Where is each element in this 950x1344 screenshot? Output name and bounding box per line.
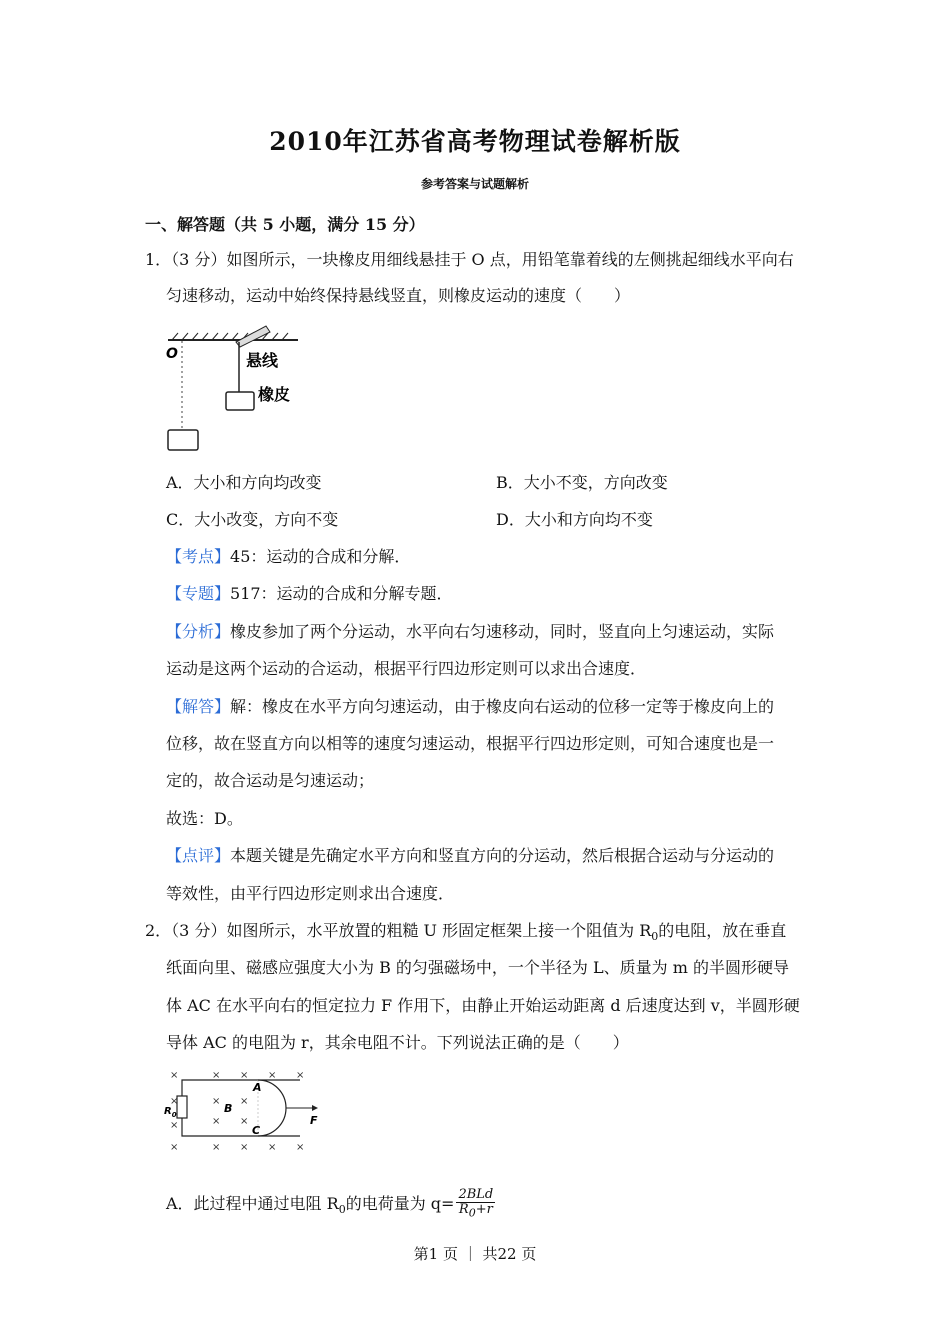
svg-text:×: × — [212, 1142, 221, 1153]
page-title: 2010年江苏省高考物理试卷解析版 — [269, 127, 681, 156]
string-label: 悬线 — [246, 351, 279, 370]
jieda-tag: 【解答】 — [166, 697, 231, 716]
svg-text:×: × — [240, 1116, 249, 1127]
q1-option-a: A．大小和方向均改变 — [166, 473, 322, 492]
q1-figure — [160, 320, 310, 456]
zhuanti-text: 517：运动的合成和分解专题． — [230, 584, 453, 603]
kaodian-text: 45：运动的合成和分解． — [230, 547, 411, 566]
o-label: O — [166, 346, 178, 362]
field-marks — [170, 1070, 304, 1153]
fenxi-tag: 【分析】 — [166, 622, 231, 641]
dianping-text-1: 本题关键是先确定水平方向和竖直方向的分运动，然后根据合运动与分运动的 — [230, 846, 775, 865]
q2-stem-line1 — [145, 921, 786, 947]
q1-stem-line2: 匀速移动，运动中始终保持悬线竖直，则橡皮运动的速度（ ） — [166, 286, 631, 305]
q1-option-d: D．大小和方向均不变 — [496, 510, 653, 529]
q1-answer: 故选：D。 — [166, 809, 243, 828]
label-b: B — [224, 1102, 233, 1115]
q1-stem-line1: 1．（3 分）如图所示，一块橡皮用细线悬挂于 O 点，用铅笔靠着线的左侧挑起细线水平向右 — [145, 250, 794, 269]
svg-text:×: × — [212, 1116, 221, 1127]
u-frame — [182, 1080, 300, 1136]
jieda-text-1: 解：橡皮在水平方向匀速运动，由于橡皮向右运动的位移一定等于橡皮向上的 — [230, 697, 775, 716]
page-footer: 第1 页 ｜ 共22 页 — [413, 1245, 537, 1263]
q1-jieda-line3: 定的，故合运动是匀速运动； — [166, 771, 375, 790]
label-a: A — [253, 1081, 262, 1094]
resistor-icon — [177, 1096, 187, 1118]
q2-option-a — [166, 1186, 495, 1228]
q2-stem-line1-a: 2．（3 分）如图所示，水平放置的粗糙 U 形固定框架上接一个阻值为 R — [145, 921, 652, 940]
kaodian-tag: 【考点】 — [166, 547, 231, 566]
svg-text:×: × — [268, 1070, 277, 1081]
page-subtitle: 参考答案与试题解析 — [420, 177, 529, 191]
q1-zhuanti — [166, 584, 453, 604]
svg-text:×: × — [212, 1096, 221, 1107]
q1-kaodian — [166, 547, 410, 567]
q1-fenxi-line2: 运动是这两个运动的合运动，根据平行四边形定则可以求出合速度． — [166, 659, 647, 678]
q1-option-b: B．大小不变，方向改变 — [496, 473, 668, 492]
ceiling-hatch — [172, 333, 288, 340]
q2-option-a-mid: 的电荷量为 q= — [345, 1194, 455, 1213]
label-c: C — [252, 1124, 261, 1137]
q2-stem-line3: 体 AC 在水平向右的恒定拉力 F 作用下，由静止开始运动距离 d 后速度达到 v，半圆形硬 — [166, 996, 800, 1015]
semicircle-conductor — [258, 1080, 286, 1136]
label-r: $R_0$ — [164, 1106, 177, 1119]
label-f: F — [310, 1114, 318, 1127]
q2-stem-line1-sub: 0 — [651, 930, 659, 944]
q2-option-a-sub: 0 — [338, 1203, 346, 1217]
fenxi-text-1: 橡皮参加了两个分运动，水平向右匀速移动，同时，竖直向上匀速运动，实际 — [230, 622, 775, 641]
q2-option-a-text: A．此过程中通过电阻 R — [166, 1194, 339, 1213]
q1-option-c: C．大小改变，方向不变 — [166, 510, 339, 529]
q1-jieda-line2: 位移，故在竖直方向以相等的速度匀速运动，根据平行四边形定则，可知合速度也是一 — [166, 734, 775, 753]
force-arrow-head — [312, 1105, 318, 1111]
q1-dianping-line2: 等效性，由平行四边形定则求出合速度． — [166, 884, 455, 903]
q2-figure — [160, 1068, 330, 1156]
fraction-numerator: 2BLd — [458, 1187, 494, 1203]
svg-text:×: × — [296, 1070, 305, 1081]
eraser-label: 橡皮 — [258, 385, 291, 404]
eraser-initial-icon — [168, 430, 198, 450]
svg-text:×: × — [296, 1142, 305, 1153]
q2-stem-line4: 导体 AC 的电阻为 r，其余电阻不计。下列说法正确的是（ ） — [166, 1033, 629, 1052]
fraction-denominator: $R_0+r$ — [458, 1202, 493, 1220]
q2-stem-line1-b: 的电阻，放在垂直 — [658, 921, 787, 940]
svg-text:×: × — [240, 1096, 249, 1107]
svg-text:×: × — [240, 1142, 249, 1153]
q1-dianping-line1 — [166, 846, 774, 866]
svg-text:×: × — [170, 1070, 179, 1081]
section-heading: 一、解答题（共 5 小题，满分 15 分） — [145, 215, 425, 234]
svg-text:×: × — [170, 1120, 179, 1131]
q1-jieda-line1 — [166, 697, 774, 717]
svg-text:×: × — [268, 1142, 277, 1153]
zhuanti-tag: 【专题】 — [166, 584, 231, 603]
svg-text:×: × — [170, 1096, 179, 1107]
eraser-icon — [226, 392, 254, 410]
svg-text:×: × — [240, 1070, 249, 1081]
q1-fenxi-line1 — [166, 622, 774, 642]
charge-fraction — [456, 1188, 495, 1221]
svg-text:×: × — [212, 1070, 221, 1081]
svg-text:×: × — [170, 1142, 179, 1153]
q2-stem-line2: 纸面向里、磁感应强度大小为 B 的匀强磁场中，一个半径为 L、质量为 m 的半圆形硬导 — [166, 958, 789, 977]
dianping-tag: 【点评】 — [166, 846, 231, 865]
